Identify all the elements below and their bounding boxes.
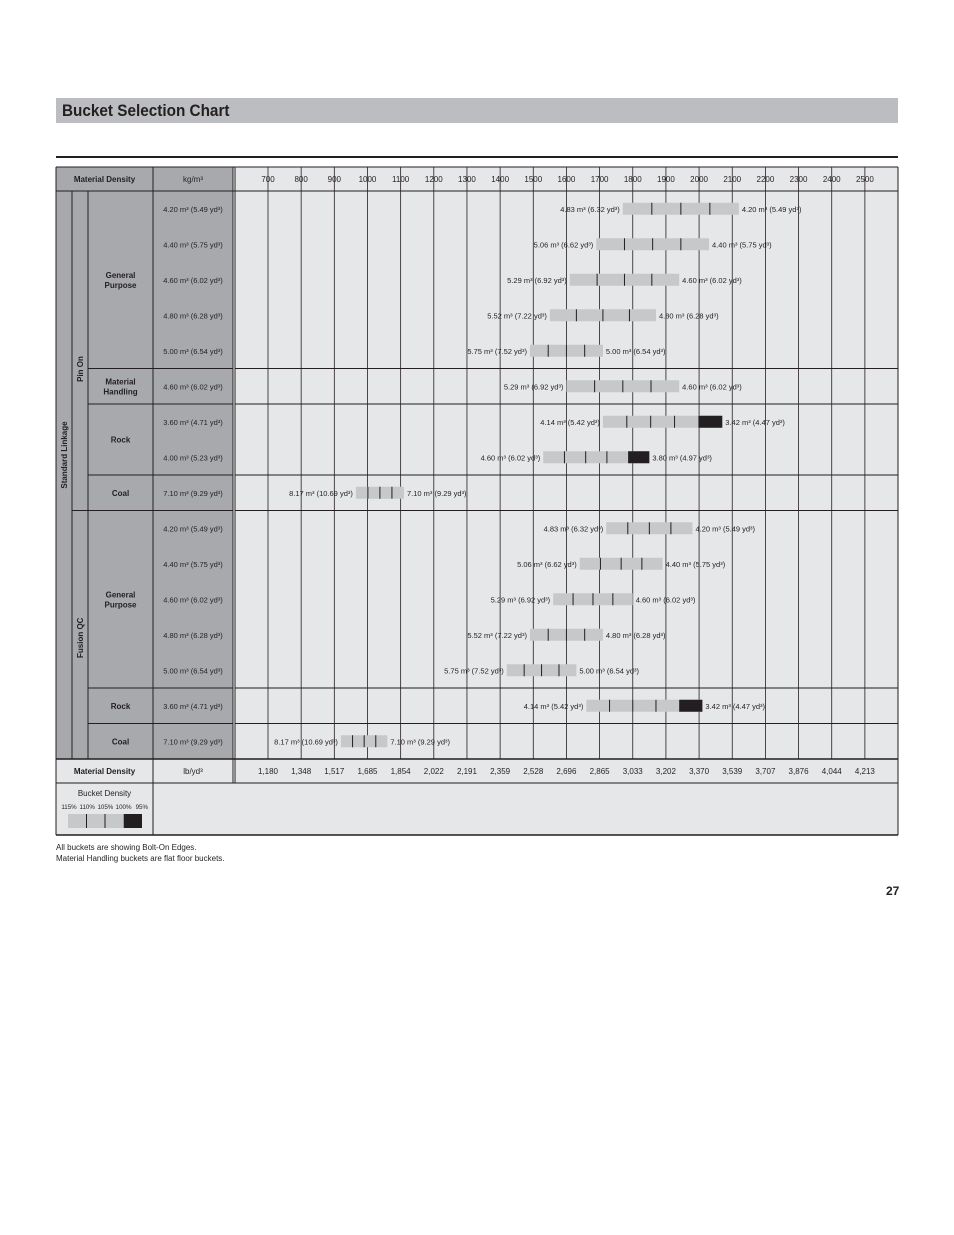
- lb-tick-label: 2,528: [523, 767, 544, 776]
- footnote-bolt-on: All buckets are showing Bolt-On Edges.: [56, 843, 197, 852]
- lb-tick-label: 3,539: [722, 767, 743, 776]
- bar-low-label: 8.17 m³ (10.69 yd³): [274, 737, 338, 747]
- bar-high-label: 4.80 m³ (6.28 yd³): [658, 311, 719, 321]
- kg-tick-label: 1600: [557, 175, 576, 184]
- bar-high-label: 5.00 m³ (6.54 yd³): [579, 666, 639, 676]
- bar-high-label: 4.80 m³ (6.28 yd³): [605, 630, 666, 640]
- lb-tick-label: 2,696: [556, 767, 577, 776]
- linkage-label: Standard Linkage: [60, 421, 69, 489]
- bar-low-label: 5.75 m³ (7.52 yd³): [467, 346, 527, 356]
- bucket-size-label: 4.80 m³ (6.28 yd³): [163, 311, 223, 321]
- bucket-type-label: Coal: [111, 737, 130, 747]
- bucket-size-label: 5.00 m³ (6.54 yd³): [163, 346, 223, 356]
- bucket-type-label: Handling: [103, 387, 138, 397]
- bucket-size-label: 4.40 m³ (5.75 yd³): [163, 559, 223, 569]
- lb-tick-label: 1,348: [291, 767, 312, 776]
- lb-tick-label: 1,854: [390, 767, 411, 776]
- kg-tick-label: 1100: [392, 175, 410, 184]
- kg-tick-label: 2300: [789, 175, 808, 184]
- bucket-size-label: 4.20 m³ (5.49 yd³): [163, 524, 223, 534]
- lb-tick-label: 1,180: [257, 767, 279, 776]
- bucket-size-label: 4.60 m³ (6.02 yd³): [163, 595, 223, 605]
- kg-tick-label: 1400: [491, 175, 510, 184]
- legend-percent: 95%: [135, 804, 148, 811]
- lb-tick-label: 4,213: [854, 767, 875, 776]
- legend-title: Bucket Density: [77, 789, 132, 798]
- bar-low-label: 8.17 m³ (10.69 yd³): [289, 488, 353, 498]
- legend-percent: 105%: [97, 804, 114, 811]
- bucket-type-label: Rock: [110, 701, 131, 711]
- density-bar-95-segment: [628, 451, 649, 463]
- density-header-label: Material Density: [73, 175, 136, 184]
- legend-bar-dark: [124, 814, 142, 828]
- bar-low-label: 4.14 m³ (5.42 yd³): [523, 701, 584, 711]
- kg-unit-label: kg/m³: [183, 175, 203, 184]
- bucket-size-label: 7.10 m³ (9.29 yd³): [163, 488, 223, 498]
- lb-tick-label: 3,370: [689, 767, 710, 776]
- footnote-flat-floor: Material Handling buckets are flat floor buckets.: [56, 854, 225, 863]
- kg-tick-label: 1200: [424, 175, 443, 184]
- bucket-size-label: 4.60 m³ (6.02 yd³): [163, 382, 223, 392]
- lb-tick-label: 3,202: [655, 767, 676, 776]
- density-bar-95-segment: [698, 416, 722, 428]
- kg-tick-label: 700: [261, 175, 275, 184]
- legend-percent: 100%: [115, 804, 132, 811]
- bar-high-label: 3.42 m³ (4.47 yd³): [725, 417, 785, 427]
- chart-title: Bucket Selection Chart: [62, 101, 230, 120]
- group-label-1: Fusion QC: [76, 617, 85, 658]
- bar-low-label: 5.06 m³ (6.62 yd³): [517, 559, 577, 569]
- bucket-size-label: 4.60 m³ (6.02 yd³): [163, 275, 223, 285]
- group-label-0: Pin On: [76, 356, 85, 382]
- lb-tick-label: 4,044: [821, 767, 842, 776]
- legend-bar: [68, 814, 124, 828]
- bar-low-label: 4.60 m³ (6.02 yd³): [480, 453, 541, 463]
- bar-low-label: 5.29 m³ (6.92 yd³): [507, 275, 567, 285]
- legend-bg: [56, 783, 898, 835]
- bar-low-label: 5.75 m³ (7.52 yd³): [444, 666, 504, 676]
- page-number: 27: [886, 884, 900, 898]
- bar-low-label: 5.06 m³ (6.62 yd³): [533, 240, 594, 250]
- kg-tick-label: 1500: [524, 175, 543, 184]
- kg-tick-label: 1900: [657, 175, 675, 184]
- kg-tick-label: 2400: [822, 175, 841, 184]
- bar-low-label: 5.29 m³ (6.92 yd³): [490, 595, 551, 605]
- bucket-type-label: Rock: [110, 435, 131, 445]
- bucket-size-label: 7.10 m³ (9.29 yd³): [163, 737, 223, 747]
- bucket-size-label: 3.60 m³ (4.71 yd³): [163, 701, 223, 711]
- bucket-size-label: 5.00 m³ (6.54 yd³): [163, 666, 223, 676]
- legend-percent: 110%: [79, 804, 95, 811]
- kg-tick-label: 2500: [855, 175, 874, 184]
- bar-low-label: 4.14 m³ (5.42 yd³): [540, 417, 600, 427]
- lb-unit-label: lb/yd³: [183, 767, 203, 776]
- bar-high-label: 4.60 m³ (6.02 yd³): [635, 595, 696, 605]
- bar-high-label: 5.00 m³ (6.54 yd³): [605, 346, 666, 356]
- kg-tick-label: 1800: [623, 175, 642, 184]
- bucket-size-label: 3.60 m³ (4.71 yd³): [163, 417, 223, 427]
- bar-high-label: 7.10 m³ (9.29 yd³): [390, 737, 450, 747]
- bucket-type-label: General: [105, 270, 136, 280]
- kg-tick-label: 900: [327, 175, 341, 184]
- kg-tick-label: 1700: [590, 175, 609, 184]
- bar-low-label: 5.52 m³ (7.22 yd³): [487, 311, 547, 321]
- lb-tick-label: 3,707: [755, 767, 776, 776]
- bar-high-label: 4.40 m³ (5.75 yd³): [712, 240, 772, 250]
- lb-tick-label: 3,876: [788, 767, 809, 776]
- bar-high-label: 4.20 m³ (5.49 yd³): [695, 524, 756, 534]
- bucket-size-label: 4.00 m³ (5.23 yd³): [163, 453, 223, 463]
- footnotes: [56, 842, 225, 864]
- density-bar-95-segment: [679, 700, 702, 712]
- bucket-type-label: Coal: [111, 488, 130, 498]
- kg-tick-label: 800: [294, 175, 308, 184]
- bar-high-label: 3.80 m³ (4.97 yd³): [652, 453, 712, 463]
- kg-tick-label: 1000: [358, 175, 377, 184]
- kg-tick-label: 2200: [756, 175, 775, 184]
- lb-tick-label: 2,191: [456, 767, 477, 776]
- bucket-size-label: 4.20 m³ (5.49 yd³): [163, 204, 223, 214]
- bucket-type-label: Purpose: [104, 280, 137, 290]
- density-footer-label: Material Density: [73, 767, 136, 776]
- kg-tick-label: 1300: [458, 175, 476, 184]
- bucket-size-label: 4.80 m³ (6.28 yd³): [163, 630, 223, 640]
- lb-tick-label: 2,865: [589, 767, 610, 776]
- lb-tick-label: 1,685: [357, 767, 378, 776]
- bucket-type-label: Purpose: [104, 600, 137, 610]
- bar-low-label: 4.83 m³ (6.32 yd³): [543, 524, 604, 534]
- bucket-type-label: General: [105, 590, 136, 600]
- legend-percent: 115%: [61, 804, 77, 811]
- lb-tick-label: 2,359: [490, 767, 511, 776]
- lb-tick-label: 3,033: [622, 767, 643, 776]
- kg-tick-label: 2100: [723, 175, 742, 184]
- bar-high-label: 4.60 m³ (6.02 yd³): [682, 275, 742, 285]
- bar-low-label: 4.83 m³ (6.32 yd³): [560, 204, 620, 214]
- lb-tick-label: 2,022: [423, 767, 444, 776]
- bar-high-label: 4.40 m³ (5.75 yd³): [665, 559, 726, 569]
- bucket-type-label: Material: [105, 377, 136, 387]
- bucket-size-label: 4.40 m³ (5.75 yd³): [163, 240, 223, 250]
- bar-high-label: 4.60 m³ (6.02 yd³): [682, 382, 742, 392]
- bar-high-label: 7.10 m³ (9.29 yd³): [406, 488, 467, 498]
- bar-low-label: 5.52 m³ (7.22 yd³): [467, 630, 527, 640]
- lb-tick-label: 1,517: [324, 767, 345, 776]
- bar-high-label: 4.20 m³ (5.49 yd³): [741, 204, 802, 214]
- bar-high-label: 3.42 m³ (4.47 yd³): [705, 701, 766, 711]
- kg-tick-label: 2000: [690, 175, 708, 184]
- bar-low-label: 5.29 m³ (6.92 yd³): [503, 382, 564, 392]
